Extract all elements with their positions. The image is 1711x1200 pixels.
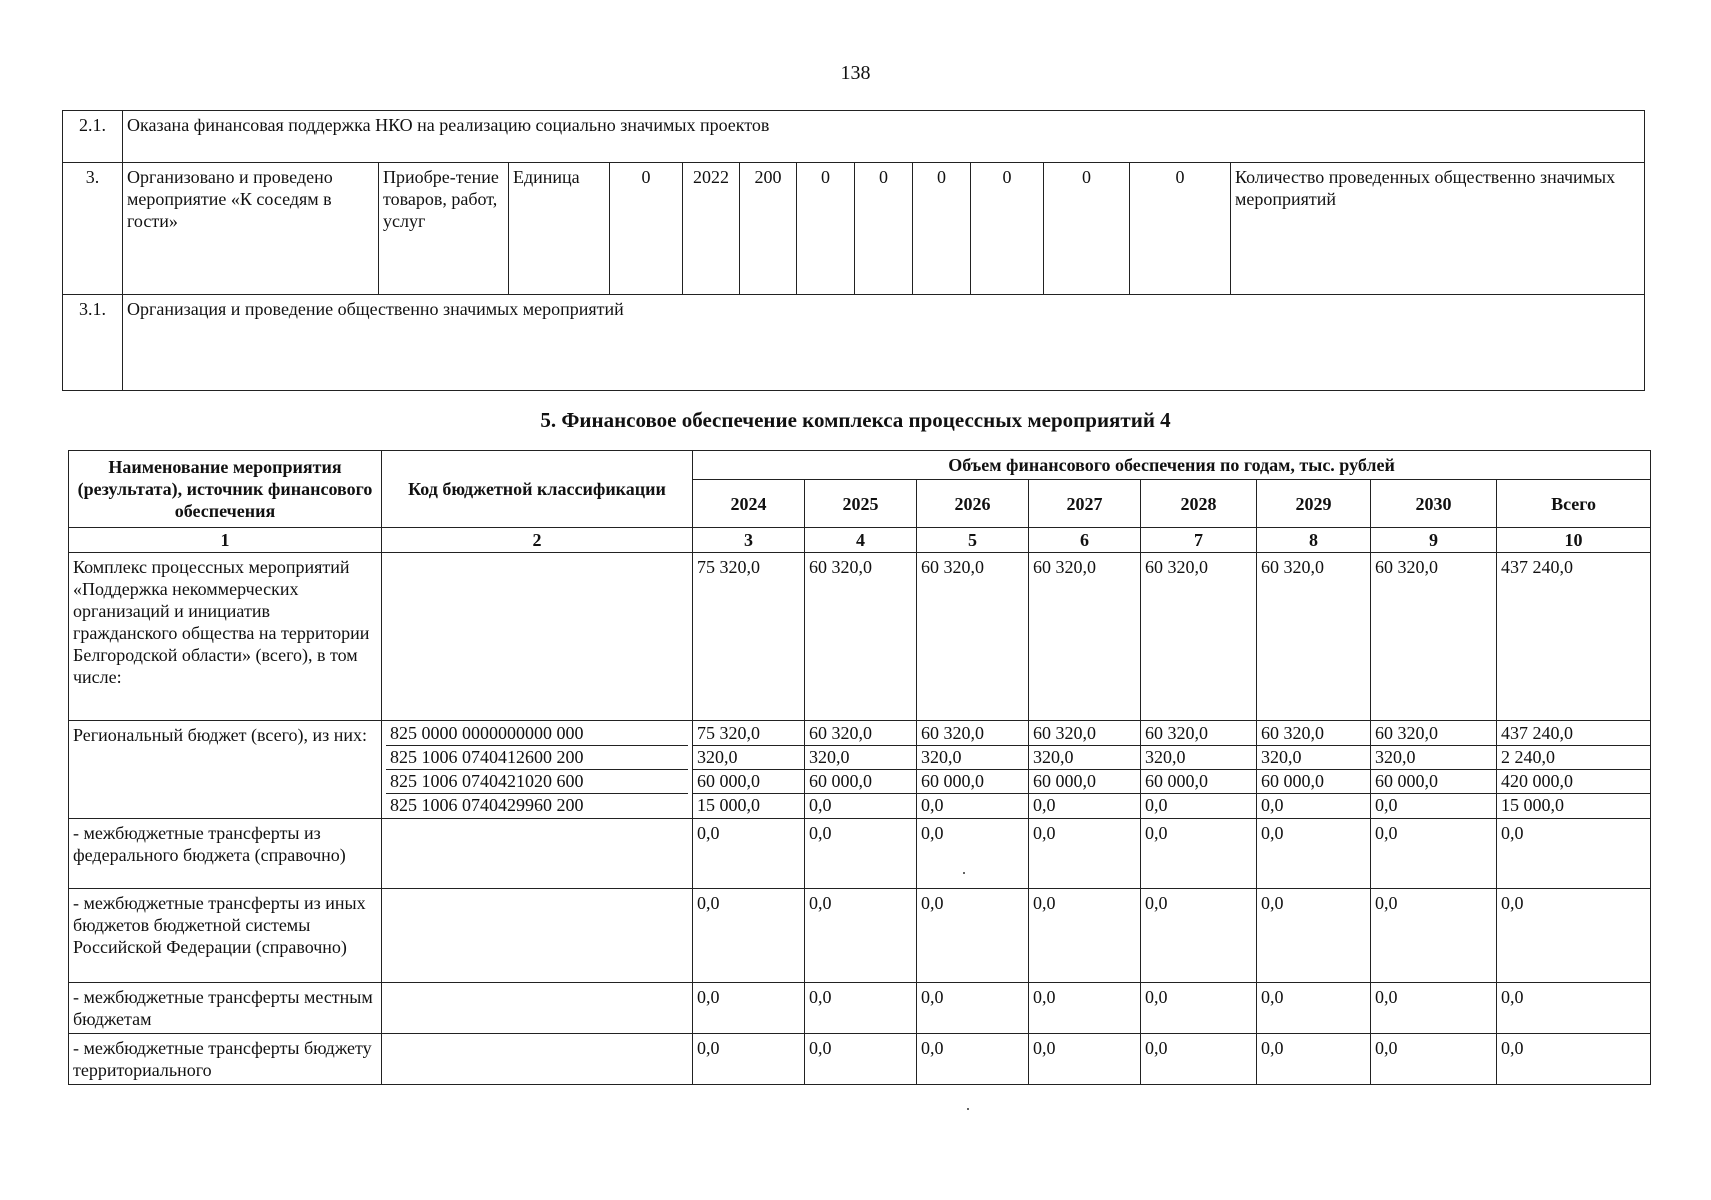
- value-cell: 0,0: [805, 1034, 917, 1085]
- total-cell: 0,0: [1497, 819, 1651, 889]
- value-cell: 60 000,0: [1371, 770, 1496, 794]
- transfer-row: [69, 983, 1651, 1034]
- base-value: 0: [610, 163, 683, 295]
- value-cell: 60 000,0: [1257, 770, 1370, 794]
- value-cell: 60 320,0: [1029, 722, 1140, 746]
- column-index: 1: [69, 528, 382, 553]
- total-stack: [1497, 721, 1651, 819]
- value-cell: 0: [797, 163, 855, 295]
- base-year: 2022: [683, 163, 740, 295]
- value-cell: 60 320,0: [1371, 553, 1497, 721]
- value-cell: 320,0: [805, 746, 916, 770]
- header-year: 2024: [693, 480, 805, 528]
- value-cell: 60 320,0: [1257, 722, 1370, 746]
- code-cell: [382, 889, 693, 983]
- value-cell: 0,0: [917, 889, 1029, 983]
- value-stack: [1257, 721, 1371, 819]
- indicator-text: Количество проведенных общественно значимых мероприятий: [1231, 163, 1645, 295]
- value-cell: 60 000,0: [1029, 770, 1140, 794]
- value-stack: [1141, 721, 1257, 819]
- transfer-name: - межбюджетные трансферты бюджету территориального: [69, 1034, 382, 1085]
- code-cell: [382, 819, 693, 889]
- row-text: Оказана финансовая поддержка НКО на реализацию социально значимых проектов: [123, 111, 1645, 163]
- value-cell: 60 320,0: [1257, 553, 1371, 721]
- header-year: 2028: [1141, 480, 1257, 528]
- transfer-row: [69, 889, 1651, 983]
- regional-name: Региональный бюджет (всего), из них:: [69, 721, 382, 819]
- header-name: Наименование мероприятия (результата), источник финансового обеспечения: [69, 451, 382, 528]
- row-number: 3.: [63, 163, 123, 295]
- value-cell: 0,0: [1257, 983, 1371, 1034]
- total-cell: 0,0: [1497, 889, 1651, 983]
- table-row: [63, 111, 1645, 163]
- value-cell: 15 000,0: [697, 795, 760, 815]
- transfer-name: - межбюджетные трансферты из иных бюджетов бюджетной системы Российской Федерации (справочно): [69, 889, 382, 983]
- value-cell: 0,0: [1141, 889, 1257, 983]
- column-index: 10: [1497, 528, 1651, 553]
- code-cell: [382, 983, 693, 1034]
- value-cell: 60 000,0: [693, 770, 804, 794]
- transfer-name: - межбюджетные трансферты местным бюджетам: [69, 983, 382, 1034]
- row-text: Организация и проведение общественно значимых мероприятий: [123, 295, 1645, 391]
- code-cell: [382, 553, 693, 721]
- value-cell: 0: [1044, 163, 1130, 295]
- value-cell: 60 320,0: [805, 553, 917, 721]
- header-year: 2026: [917, 480, 1029, 528]
- value-cell: 0,0: [805, 889, 917, 983]
- value-cell: 0,0: [1257, 819, 1371, 889]
- value-cell: 0,0: [917, 983, 1029, 1034]
- value-cell: 320,0: [693, 746, 804, 770]
- complex-name: Комплекс процессных мероприятий «Поддержка некоммерческих организаций и инициатив гражданского общества на территории Белгородской области» (всего), в том числе:: [69, 553, 382, 721]
- event-name: Организовано и проведено мероприятие «К соседям в гости»: [123, 163, 379, 295]
- column-index: 6: [1029, 528, 1141, 553]
- results-table: [62, 110, 1645, 391]
- transfer-row: [69, 1034, 1651, 1085]
- value-cell: 0,0: [1375, 795, 1398, 815]
- column-index: 5: [917, 528, 1029, 553]
- budget-code: 825 1006 0740421020 600: [386, 770, 688, 794]
- header-year: 2025: [805, 480, 917, 528]
- value-cell: 60 000,0: [805, 770, 916, 794]
- value-stack: [1371, 721, 1497, 819]
- value-cell: 60 320,0: [1029, 553, 1141, 721]
- total-cell: 2 240,0: [1497, 746, 1650, 770]
- page-number: 138: [840, 62, 871, 84]
- value-cell: 0,0: [1371, 819, 1497, 889]
- value-cell: 320,0: [1141, 746, 1256, 770]
- transfer-name: - межбюджетные трансферты из федерального бюджета (справочно): [69, 819, 382, 889]
- value-stack: [805, 721, 917, 819]
- column-index: 8: [1257, 528, 1371, 553]
- total-cell: 437 240,0: [1497, 722, 1650, 746]
- value-cell: 0,0: [1033, 795, 1056, 815]
- value-cell: 200: [740, 163, 797, 295]
- scan-speck: [963, 872, 965, 874]
- value-cell: 320,0: [1257, 746, 1370, 770]
- event-type: Приобре-тение товаров, работ, услуг: [379, 163, 509, 295]
- value-cell: 0: [971, 163, 1044, 295]
- value-cell: 60 320,0: [1141, 553, 1257, 721]
- value-cell: 0,0: [809, 795, 832, 815]
- value-cell: 0,0: [917, 1034, 1029, 1085]
- header-year: 2029: [1257, 480, 1371, 528]
- value-cell: 0,0: [1257, 1034, 1371, 1085]
- total-cell: 437 240,0: [1497, 553, 1651, 721]
- value-cell: 0,0: [693, 819, 805, 889]
- financing-table: [68, 450, 1651, 1085]
- transfer-row: [69, 819, 1651, 889]
- header-year: 2030: [1371, 480, 1497, 528]
- total-cell: 0,0: [1497, 983, 1651, 1034]
- value-cell: 60 000,0: [1141, 770, 1256, 794]
- value-cell: 0,0: [921, 795, 944, 815]
- column-index: 2: [382, 528, 693, 553]
- value-cell: 0,0: [1029, 819, 1141, 889]
- value-cell: 0,0: [1371, 1034, 1497, 1085]
- column-index: 3: [693, 528, 805, 553]
- header-row: [69, 451, 1651, 480]
- value-cell: 60 000,0: [917, 770, 1028, 794]
- value-cell: 0: [1130, 163, 1231, 295]
- table-row: [63, 163, 1645, 295]
- budget-code: 825 0000 0000000000 000: [386, 722, 688, 746]
- code-list: [382, 721, 693, 819]
- value-cell: 0,0: [1257, 889, 1371, 983]
- header-total: Всего: [1497, 480, 1651, 528]
- row-number: 3.1.: [63, 295, 123, 391]
- value-cell: 320,0: [1371, 746, 1496, 770]
- value-cell: 0,0: [1371, 889, 1497, 983]
- value-cell: 60 320,0: [1371, 722, 1496, 746]
- value-cell: 75 320,0: [693, 553, 805, 721]
- header-year: 2027: [1029, 480, 1141, 528]
- value-cell: 0,0: [805, 983, 917, 1034]
- value-cell: 0,0: [1141, 983, 1257, 1034]
- value-cell: 0,0: [693, 1034, 805, 1085]
- column-index-row: [69, 528, 1651, 553]
- row-number: 2.1.: [63, 111, 123, 163]
- value-cell: 0,0: [1261, 795, 1284, 815]
- value-cell: 0,0: [805, 819, 917, 889]
- code-cell: [382, 1034, 693, 1085]
- section-title: 5. Финансовое обеспечение комплекса процессных мероприятий 4: [540, 408, 1171, 432]
- value-cell: 320,0: [1029, 746, 1140, 770]
- value-cell: 0,0: [1029, 1034, 1141, 1085]
- value-cell: 0,0: [1141, 819, 1257, 889]
- value-cell: 75 320,0: [693, 722, 804, 746]
- table-row: [63, 295, 1645, 391]
- scan-speck: [967, 1108, 969, 1110]
- budget-code: 825 1006 0740412600 200: [386, 746, 688, 770]
- value-cell: 0,0: [1029, 889, 1141, 983]
- budget-code: 825 1006 0740429960 200: [390, 795, 584, 815]
- column-index: 9: [1371, 528, 1497, 553]
- value-stack: [693, 721, 805, 819]
- total-cell: 15 000,0: [1501, 795, 1564, 815]
- value-cell: 0,0: [693, 889, 805, 983]
- value-cell: 0: [855, 163, 913, 295]
- header-code: Код бюджетной классификации: [382, 451, 693, 528]
- column-index: 4: [805, 528, 917, 553]
- value-stack: [917, 721, 1029, 819]
- unit: Единица: [509, 163, 610, 295]
- value-stack: [1029, 721, 1141, 819]
- value-cell: 320,0: [917, 746, 1028, 770]
- total-cell: 420 000,0: [1497, 770, 1650, 794]
- value-cell: 60 320,0: [805, 722, 916, 746]
- value-cell: 0,0: [917, 819, 1029, 889]
- value-cell: 0,0: [1141, 1034, 1257, 1085]
- regional-row: [69, 721, 1651, 819]
- value-cell: 60 320,0: [917, 722, 1028, 746]
- value-cell: 0,0: [693, 983, 805, 1034]
- value-cell: 0: [913, 163, 971, 295]
- value-cell: 60 320,0: [1141, 722, 1256, 746]
- value-cell: 0,0: [1029, 983, 1141, 1034]
- value-cell: 0,0: [1371, 983, 1497, 1034]
- value-cell: 0,0: [1145, 795, 1168, 815]
- total-cell: 0,0: [1497, 1034, 1651, 1085]
- complex-row: [69, 553, 1651, 721]
- column-index: 7: [1141, 528, 1257, 553]
- header-volume: Объем финансового обеспечения по годам, тыс. рублей: [693, 451, 1651, 480]
- value-cell: 60 320,0: [917, 553, 1029, 721]
